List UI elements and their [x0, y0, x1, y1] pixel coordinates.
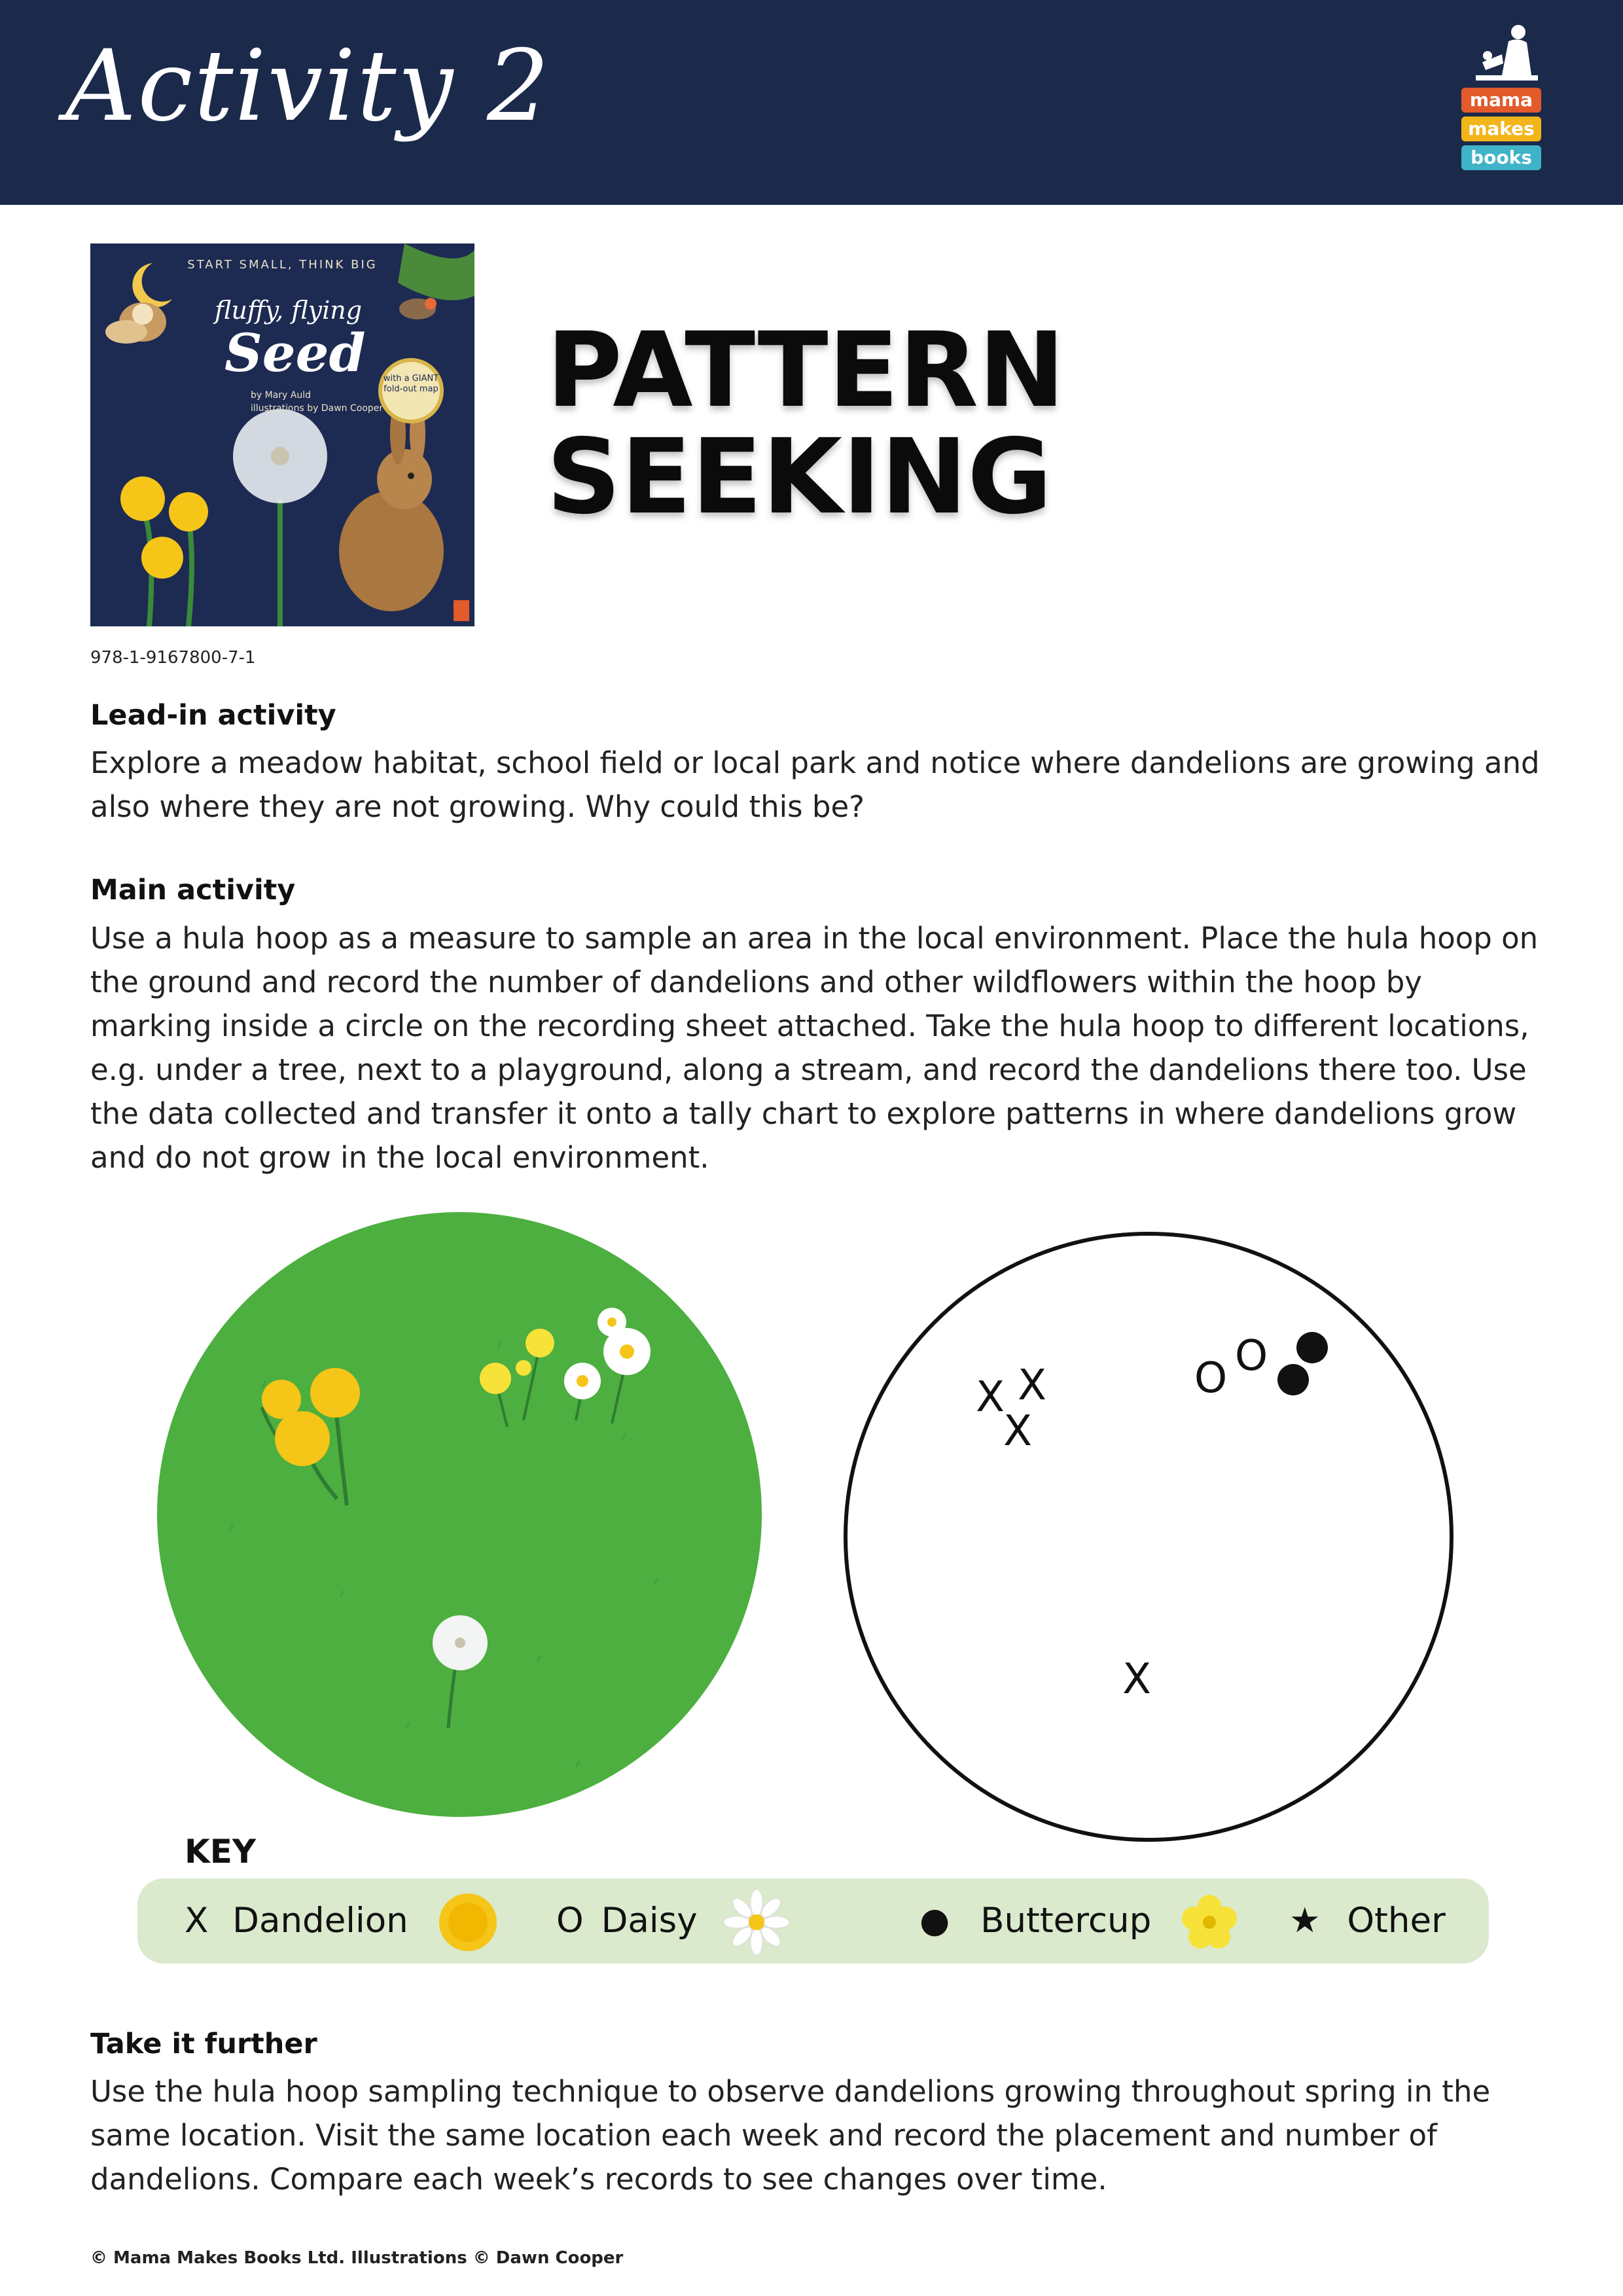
- key-item-buttercup: [919, 1878, 1240, 1964]
- dandelion-icon: [437, 1891, 499, 1954]
- take-further-text: Use the hula hoop sampling technique to observe dandelions growing throughout spring in the same location. Visit the same location each week and record the placement and number of dandelions. Compare each week’s records to see changes over time.: [90, 2074, 1491, 2197]
- logo-word-books: books: [1461, 145, 1541, 170]
- book-title-line2: Seed: [224, 322, 366, 384]
- lead-in-text: Explore a meadow habitat, school field or local park and notice where dandelions are growing and also where they are not growing. Why could this be?: [90, 745, 1540, 824]
- lead-in-title: Lead-in activity: [90, 699, 336, 732]
- key-daisy-label: Daisy: [601, 1901, 698, 1941]
- daisy-symbol: O: [556, 1901, 584, 1941]
- daisy-icon: [724, 1890, 789, 1955]
- header-banner: [0, 0, 1623, 205]
- mama-makes-books-logo: [1456, 23, 1554, 187]
- daisy-mark: O: [1194, 1354, 1228, 1403]
- key-other-label: Other: [1347, 1901, 1446, 1941]
- grass-sample-circle: [157, 1212, 762, 1817]
- dandelion-mark: X: [1003, 1407, 1032, 1456]
- dandelion-mark: X: [1122, 1655, 1151, 1704]
- book-illustrator: illustrations by Dawn Cooper: [251, 403, 383, 414]
- key-buttercup-label: Buttercup: [980, 1901, 1152, 1941]
- dandelion-mark: X: [976, 1373, 1005, 1422]
- key-bar: [137, 1878, 1489, 1964]
- buttercup-symbol: ●: [919, 1901, 950, 1941]
- logo-word-makes: makes: [1461, 117, 1541, 141]
- buttercup-mark: [1277, 1364, 1309, 1395]
- book-title-line1: fluffy, flying: [215, 296, 363, 325]
- star-icon: ★: [1289, 1901, 1321, 1941]
- key-item-other: [1289, 1878, 1446, 1964]
- sampling-figure: [0, 1191, 1623, 1846]
- take-further-title: Take it further: [90, 2028, 317, 2060]
- key-dandelion-label: Dandelion: [232, 1901, 408, 1941]
- logo-word-mama: mama: [1461, 88, 1541, 113]
- buttercup-icon: [1179, 1892, 1240, 1952]
- book-cover: [90, 243, 474, 626]
- page-heading-line1: PATTERN: [546, 310, 1065, 431]
- key-item-daisy: [556, 1878, 789, 1964]
- recording-circle: [846, 1234, 1452, 1840]
- dandelion-mark: X: [1018, 1361, 1046, 1410]
- page-heading-line2: SEEKING: [546, 417, 1052, 537]
- copyright-footer: © Mama Makes Books Ltd. Illustrations © Dawn Cooper: [90, 2248, 624, 2268]
- reading-figure-icon: [1456, 23, 1554, 85]
- page-heading: [546, 310, 1065, 537]
- key-item-dandelion: [185, 1878, 499, 1964]
- dandelion-symbol: X: [185, 1901, 209, 1941]
- main-activity-title: Main activity: [90, 874, 296, 906]
- activity-title: Activity 2: [65, 29, 551, 143]
- buttercup-mark: [1296, 1332, 1328, 1363]
- book-author: by Mary Auld: [251, 390, 311, 401]
- main-activity-text: Use a hula hoop as a measure to sample an area in the local environment. Place the hula hoop on the ground and record the number of dandelions and other wildflowers within the hoop by marking inside a circle on the recording sheet attached. Take the hula hoop to different locations, e.g. under a tree, next to a playground, along a stream, and record the dandelions there too. Use the data collected and transfer it onto a tally chart to explore patterns in where dandelions grow and do not grow in the local environment.: [90, 921, 1539, 1175]
- book-series: START SMALL, THINK BIG: [187, 258, 378, 272]
- book-credits: [251, 389, 383, 415]
- book-badge: with a GIANT fold-out map: [378, 358, 444, 423]
- key-label: KEY: [185, 1833, 257, 1871]
- isbn: 978-1-9167800-7-1: [90, 648, 256, 668]
- daisy-mark: O: [1234, 1332, 1268, 1380]
